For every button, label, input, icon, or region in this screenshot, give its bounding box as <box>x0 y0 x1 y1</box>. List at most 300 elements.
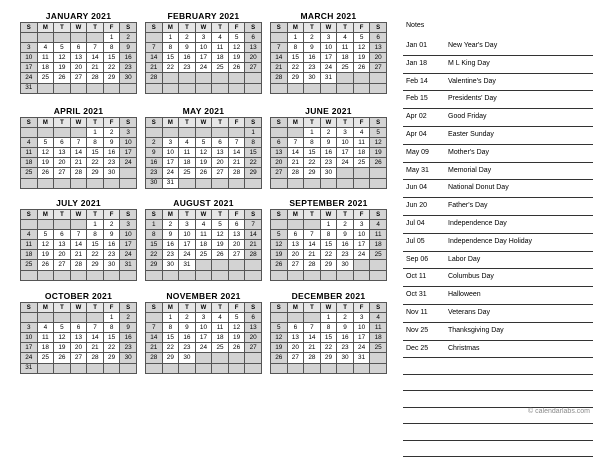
blank-note-line <box>403 358 593 375</box>
notes-panel <box>403 20 593 457</box>
day-cell: 13 <box>54 148 71 158</box>
day-cell: 17 <box>195 333 212 343</box>
day-cell: 4 <box>195 220 212 230</box>
empty-day-cell <box>212 128 229 138</box>
empty-day-cell <box>87 178 104 188</box>
day-cell: 15 <box>146 240 163 250</box>
day-cell: 18 <box>212 333 229 343</box>
day-cell: 2 <box>320 128 337 138</box>
day-cell: 10 <box>195 323 212 333</box>
day-cell: 5 <box>271 230 288 240</box>
weekday-label: M <box>162 210 179 220</box>
week-row <box>21 148 137 158</box>
month-calendar <box>20 290 137 374</box>
weekday-label: S <box>245 23 262 33</box>
empty-day-cell <box>287 363 304 373</box>
day-cell: 8 <box>146 230 163 240</box>
day-cell: 30 <box>320 168 337 178</box>
empty-day-cell <box>245 353 262 363</box>
day-cell: 14 <box>287 148 304 158</box>
weekday-label: W <box>195 210 212 220</box>
day-cell: 19 <box>370 148 387 158</box>
holiday-name: National Donut Day <box>448 184 509 192</box>
day-cell: 12 <box>370 138 387 148</box>
day-cell: 1 <box>103 313 120 323</box>
day-cell: 20 <box>287 250 304 260</box>
day-cell: 3 <box>179 220 196 230</box>
blank-note-line <box>403 441 593 457</box>
holiday-date: Jun 04 <box>406 184 428 192</box>
holiday-row <box>403 180 593 198</box>
day-cell: 28 <box>228 168 245 178</box>
day-cell: 31 <box>21 363 38 373</box>
month-title: JANUARY 2021 <box>45 11 112 21</box>
holiday-date: Jul 05 <box>406 237 425 245</box>
day-cell: 26 <box>271 260 288 270</box>
day-cell: 3 <box>162 138 179 148</box>
holiday-date: Jul 04 <box>406 219 425 227</box>
empty-day-cell <box>320 270 337 280</box>
day-cell: 4 <box>212 313 229 323</box>
holiday-name: Valentine's Day <box>448 77 496 85</box>
weekday-label: W <box>70 23 87 33</box>
day-cell: 9 <box>179 323 196 333</box>
day-cell: 10 <box>162 148 179 158</box>
day-cell: 5 <box>370 128 387 138</box>
empty-day-cell <box>195 178 212 188</box>
holiday-row <box>403 341 593 359</box>
blank-note-line <box>403 424 593 441</box>
day-cell: 10 <box>21 53 38 63</box>
empty-day-cell <box>146 363 163 373</box>
day-cell: 26 <box>228 63 245 73</box>
weekday-label: F <box>103 303 120 313</box>
day-cell: 21 <box>70 250 87 260</box>
day-cell: 23 <box>103 250 120 260</box>
month-calendar <box>145 10 262 94</box>
holiday-row <box>403 216 593 234</box>
weekday-label: T <box>179 23 196 33</box>
day-cell: 18 <box>37 343 54 353</box>
empty-day-cell <box>353 363 370 373</box>
holiday-date: Sep 06 <box>406 255 429 263</box>
day-cell: 10 <box>21 333 38 343</box>
holiday-row <box>403 287 593 305</box>
day-cell: 17 <box>162 158 179 168</box>
day-cell: 9 <box>120 43 137 53</box>
day-cell: 17 <box>21 63 38 73</box>
empty-day-cell <box>195 270 212 280</box>
holiday-name: Presidents' Day <box>448 95 497 103</box>
day-cell: 16 <box>146 158 163 168</box>
day-cell: 28 <box>146 73 163 83</box>
empty-day-cell <box>70 128 87 138</box>
week-row <box>146 353 262 363</box>
day-cell: 23 <box>146 168 163 178</box>
empty-day-cell <box>287 83 304 93</box>
day-cell: 19 <box>228 53 245 63</box>
empty-day-cell <box>212 83 229 93</box>
empty-day-cell <box>370 270 387 280</box>
empty-day-cell <box>21 128 38 138</box>
day-cell: 15 <box>87 148 104 158</box>
day-cell: 30 <box>146 178 163 188</box>
week-row <box>21 138 137 148</box>
week-row <box>146 323 262 333</box>
day-cell: 8 <box>320 323 337 333</box>
weekday-label: M <box>287 303 304 313</box>
day-cell: 8 <box>103 43 120 53</box>
day-cell: 31 <box>353 353 370 363</box>
day-cell: 18 <box>21 158 38 168</box>
weekday-label: T <box>304 210 321 220</box>
holiday-list <box>403 38 593 457</box>
month-table <box>145 22 262 94</box>
day-cell: 6 <box>228 220 245 230</box>
day-cell: 5 <box>37 230 54 240</box>
weekday-label: W <box>320 303 337 313</box>
day-cell: 1 <box>87 220 104 230</box>
day-cell: 21 <box>146 63 163 73</box>
holiday-name: Labor Day <box>448 255 481 263</box>
day-cell: 18 <box>337 53 354 63</box>
weekday-label: T <box>337 118 354 128</box>
day-cell: 2 <box>304 33 321 43</box>
day-cell: 14 <box>245 230 262 240</box>
weekday-label: F <box>353 118 370 128</box>
week-row <box>271 220 387 230</box>
day-cell: 7 <box>304 230 321 240</box>
day-cell: 18 <box>195 240 212 250</box>
day-cell: 30 <box>103 168 120 178</box>
day-cell: 11 <box>37 53 54 63</box>
day-cell: 8 <box>103 323 120 333</box>
day-cell: 4 <box>37 323 54 333</box>
blank-note-line <box>403 391 593 408</box>
weekday-label: T <box>87 118 104 128</box>
month-calendar <box>145 105 262 189</box>
day-cell: 7 <box>304 323 321 333</box>
day-cell: 27 <box>287 260 304 270</box>
day-cell: 1 <box>162 33 179 43</box>
week-row <box>21 178 137 188</box>
weekday-label: T <box>179 210 196 220</box>
day-cell: 8 <box>304 138 321 148</box>
day-cell: 7 <box>87 43 104 53</box>
empty-day-cell <box>162 83 179 93</box>
week-row <box>271 83 387 93</box>
week-row <box>146 220 262 230</box>
empty-day-cell <box>304 270 321 280</box>
weekday-label: F <box>228 23 245 33</box>
day-cell: 20 <box>54 158 71 168</box>
day-cell: 20 <box>54 250 71 260</box>
day-cell: 1 <box>245 128 262 138</box>
holiday-date: Oct 11 <box>406 273 427 281</box>
week-row <box>21 230 137 240</box>
holiday-row <box>403 145 593 163</box>
weekday-label: T <box>304 303 321 313</box>
week-row <box>271 168 387 178</box>
weekday-header-row <box>271 118 387 128</box>
weekday-label: W <box>70 303 87 313</box>
weekday-label: T <box>54 118 71 128</box>
day-cell: 7 <box>146 323 163 333</box>
day-cell: 18 <box>179 158 196 168</box>
day-cell: 26 <box>212 250 229 260</box>
weekday-label: W <box>70 118 87 128</box>
day-cell: 13 <box>212 148 229 158</box>
weekday-label: F <box>103 210 120 220</box>
empty-day-cell <box>228 128 245 138</box>
day-cell: 18 <box>353 148 370 158</box>
empty-day-cell <box>54 220 71 230</box>
empty-day-cell <box>304 178 321 188</box>
day-cell: 29 <box>162 353 179 363</box>
holiday-date: Feb 14 <box>406 77 428 85</box>
weekday-label: S <box>21 303 38 313</box>
empty-day-cell <box>271 220 288 230</box>
day-cell: 3 <box>353 313 370 323</box>
day-cell: 17 <box>179 240 196 250</box>
day-cell: 7 <box>245 220 262 230</box>
day-cell: 22 <box>103 343 120 353</box>
day-cell: 11 <box>21 240 38 250</box>
day-cell: 27 <box>245 343 262 353</box>
day-cell: 26 <box>271 353 288 363</box>
notes-title: Notes <box>406 22 425 29</box>
week-row <box>21 333 137 343</box>
day-cell: 20 <box>228 240 245 250</box>
day-cell: 23 <box>304 63 321 73</box>
month-table <box>270 209 387 281</box>
week-row <box>21 323 137 333</box>
empty-day-cell <box>87 33 104 43</box>
day-cell: 19 <box>37 250 54 260</box>
holiday-row <box>403 198 593 216</box>
day-cell: 16 <box>179 53 196 63</box>
day-cell: 26 <box>353 63 370 73</box>
weekday-label: T <box>87 303 104 313</box>
day-cell: 2 <box>120 313 137 323</box>
holiday-name: Good Friday <box>448 113 487 121</box>
day-cell: 1 <box>103 33 120 43</box>
day-cell: 22 <box>87 158 104 168</box>
holiday-row <box>403 252 593 270</box>
day-cell: 5 <box>271 323 288 333</box>
day-cell: 16 <box>304 53 321 63</box>
week-row <box>146 260 262 270</box>
week-row <box>146 230 262 240</box>
day-cell: 28 <box>304 353 321 363</box>
day-cell: 27 <box>271 168 288 178</box>
empty-day-cell <box>212 260 229 270</box>
empty-day-cell <box>304 83 321 93</box>
empty-day-cell <box>70 83 87 93</box>
day-cell: 10 <box>320 43 337 53</box>
holiday-name: Father's Day <box>448 202 488 210</box>
empty-day-cell <box>245 270 262 280</box>
day-cell: 12 <box>271 240 288 250</box>
holiday-date: Jan 01 <box>406 42 428 49</box>
day-cell: 4 <box>37 43 54 53</box>
day-cell: 23 <box>103 158 120 168</box>
empty-day-cell <box>370 260 387 270</box>
day-cell: 11 <box>337 43 354 53</box>
holiday-date: Jun 20 <box>406 202 428 210</box>
day-cell: 20 <box>245 53 262 63</box>
month-table <box>145 209 262 281</box>
holiday-row <box>403 74 593 92</box>
month-title: JULY 2021 <box>56 198 101 208</box>
month-calendar <box>270 105 387 189</box>
empty-day-cell <box>54 363 71 373</box>
day-cell: 14 <box>271 53 288 63</box>
week-row <box>271 313 387 323</box>
week-row <box>271 230 387 240</box>
month-table <box>20 22 137 94</box>
empty-day-cell <box>179 83 196 93</box>
day-cell: 3 <box>195 313 212 323</box>
week-row <box>271 270 387 280</box>
weekday-label: T <box>179 303 196 313</box>
holiday-row <box>403 234 593 252</box>
day-cell: 20 <box>271 158 288 168</box>
month-title: MARCH 2021 <box>300 11 357 21</box>
day-cell: 22 <box>87 250 104 260</box>
day-cell: 30 <box>120 353 137 363</box>
empty-day-cell <box>146 313 163 323</box>
holiday-name: Halloween <box>448 291 481 299</box>
empty-day-cell <box>212 270 229 280</box>
day-cell: 3 <box>21 323 38 333</box>
empty-day-cell <box>54 270 71 280</box>
empty-day-cell <box>120 168 137 178</box>
week-row <box>271 53 387 63</box>
week-row <box>271 343 387 353</box>
day-cell: 22 <box>320 250 337 260</box>
weekday-label: W <box>320 23 337 33</box>
day-cell: 12 <box>54 333 71 343</box>
day-cell: 7 <box>271 43 288 53</box>
day-cell: 29 <box>245 168 262 178</box>
day-cell: 6 <box>287 230 304 240</box>
weekday-label: M <box>162 23 179 33</box>
day-cell: 14 <box>146 333 163 343</box>
day-cell: 17 <box>337 148 354 158</box>
day-cell: 11 <box>37 333 54 343</box>
empty-day-cell <box>146 33 163 43</box>
empty-day-cell <box>179 363 196 373</box>
empty-day-cell <box>337 270 354 280</box>
empty-day-cell <box>120 83 137 93</box>
day-cell: 12 <box>212 230 229 240</box>
empty-day-cell <box>245 260 262 270</box>
day-cell: 9 <box>337 230 354 240</box>
empty-day-cell <box>353 178 370 188</box>
week-row <box>271 178 387 188</box>
weekday-label: F <box>103 118 120 128</box>
day-cell: 21 <box>70 158 87 168</box>
month-title: JUNE 2021 <box>305 106 352 116</box>
day-cell: 27 <box>370 63 387 73</box>
day-cell: 29 <box>87 260 104 270</box>
week-row <box>146 43 262 53</box>
day-cell: 22 <box>146 250 163 260</box>
day-cell: 15 <box>287 53 304 63</box>
holiday-date: May 31 <box>406 166 429 174</box>
holiday-date: Nov 11 <box>406 308 428 316</box>
day-cell: 9 <box>337 323 354 333</box>
week-row <box>21 250 137 260</box>
day-cell: 25 <box>195 250 212 260</box>
day-cell: 10 <box>120 230 137 240</box>
day-cell: 23 <box>337 343 354 353</box>
day-cell: 26 <box>195 168 212 178</box>
weekday-header-row <box>146 118 262 128</box>
day-cell: 10 <box>337 138 354 148</box>
day-cell: 1 <box>87 128 104 138</box>
day-cell: 21 <box>87 63 104 73</box>
day-cell: 25 <box>179 168 196 178</box>
day-cell: 9 <box>103 230 120 240</box>
day-cell: 28 <box>70 260 87 270</box>
day-cell: 8 <box>287 43 304 53</box>
day-cell: 23 <box>337 250 354 260</box>
weekday-label: S <box>271 303 288 313</box>
weekday-label: F <box>353 210 370 220</box>
week-row <box>146 53 262 63</box>
day-cell: 6 <box>245 33 262 43</box>
empty-day-cell <box>228 270 245 280</box>
week-row <box>21 240 137 250</box>
month-table <box>270 117 387 189</box>
day-cell: 5 <box>37 138 54 148</box>
day-cell: 4 <box>353 128 370 138</box>
empty-day-cell <box>320 363 337 373</box>
day-cell: 19 <box>228 333 245 343</box>
day-cell: 4 <box>21 138 38 148</box>
holiday-date: Apr 04 <box>406 130 427 138</box>
holiday-name: Columbus Day <box>448 273 494 281</box>
day-cell: 29 <box>87 168 104 178</box>
weekday-label: T <box>212 118 229 128</box>
empty-day-cell <box>179 178 196 188</box>
empty-day-cell <box>103 363 120 373</box>
empty-day-cell <box>337 73 354 83</box>
day-cell: 5 <box>353 33 370 43</box>
day-cell: 27 <box>287 353 304 363</box>
day-cell: 12 <box>228 43 245 53</box>
empty-day-cell <box>120 363 137 373</box>
month-table <box>270 302 387 374</box>
day-cell: 9 <box>103 138 120 148</box>
day-cell: 6 <box>287 323 304 333</box>
day-cell: 13 <box>54 240 71 250</box>
holiday-date: Nov 25 <box>406 326 429 334</box>
empty-day-cell <box>195 128 212 138</box>
empty-day-cell <box>70 220 87 230</box>
empty-day-cell <box>212 73 229 83</box>
week-row <box>21 53 137 63</box>
day-cell: 10 <box>353 230 370 240</box>
empty-day-cell <box>103 178 120 188</box>
week-row <box>21 363 137 373</box>
empty-day-cell <box>228 353 245 363</box>
day-cell: 19 <box>212 240 229 250</box>
day-cell: 22 <box>245 158 262 168</box>
weekday-label: T <box>54 210 71 220</box>
